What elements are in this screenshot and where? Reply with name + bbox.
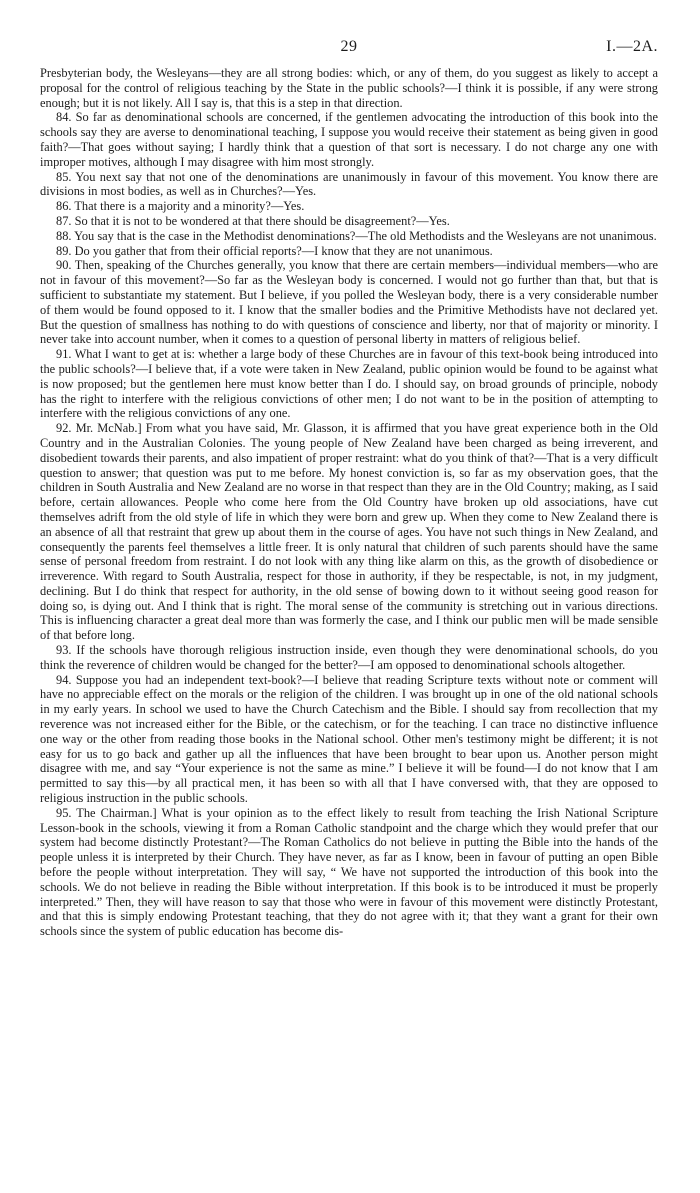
paragraph-q87: 87. So that it is not to be wondered at that there should be disagreement?—Yes. (56, 213, 450, 228)
paragraph-q84: 84. So far as denominational schools are concerned, if the gentlemen advocating the introduction of this book into the schools say they are averse to denominational teaching, I suppose you would receive their statement as being given in good faith?—That goes without saying; I hardly think that a question of that sort is necessary. I do not charge any one with improper motives, although I may disagree with him most strongly. (40, 110, 658, 169)
paragraph-continuation: Presbyterian body, the Wesleyans—they are all strong bodies: which, or any of them, do you suggest as likely to accept a proposal for the control of religious teaching by the State in the public schools?—I think it is possible, if any were strong enough; but it is not likely. All I say is, that this is a step in that direction. (40, 66, 658, 110)
page-number: 29 (340, 38, 358, 55)
paragraph-q95: 95. The Chairman.] What is your opinion as to the effect likely to result from teaching the Irish National Scripture Lesson-book in the schools, viewing it from a Roman Catholic standpoint and the charge which they would prefer that our system had become distinctly Protestant?—The Roman Catholics do not believe in putting the Bible into the hands of the people unless it is interpreted by their Church. They have never, as far as I know, been in favour of putting an open Bible before the people without interpretation. They will say, “ We have not supported the introduction of this book into the schools. We do not believe in reading the Bible without interpretation. If this book is to be introduced it must be properly interpreted.” Then, they will have reason to say that those who were in favour of this movement were distinctly Protestant, and that this is simply endowing Protestant teaching, that they do not agree with it; that they want a grant for their own schools since the system of public education has become dis- (40, 805, 658, 939)
paragraph-q94: 94. Suppose you had an independent text-book?—I believe that reading Scripture texts without note or comment will have no appreciable effect on the morals or the religion of the children. I was brought up in one of the old national schools in my early years. In school we used to have the Church Catechism and the Bible. I should say from recollection that my reverence was not increased either for the Bible, or the catechism, or for the teaching. I can trace no distinctive influence one way or the other from reading those books in the National school. Other men's testimony might be different; it is not easy for us to go back and gather up all the influences that have been brought to bear upon us. Another person might disagree with me, and say “Your experience is not the same as mine.” I believe it will be found—I do not know that I am permitted to say this—by all practical men, it has been so with all that I have conversed with, that they are opposed to religious instruction in the public schools. (40, 672, 658, 806)
paragraph-q88: 88. You say that is the case in the Methodist denominations?—The old Methodists and the Wesleyans are not unanimous. (56, 228, 657, 243)
body-text (40, 66, 658, 939)
paragraph-q91: 91. What I want to get at is: whether a large body of these Churches are in favour of this text-book being introduced into the public schools?—I believe that, if a vote were taken in New Zealand, public opinion would be found to be against what is now proposed; but the gentlemen here must know better than I do. I should say, on broad grounds of principle, nobody has the right to interfere with the religious convictions of other men; I do not want to be in the position of attempting to interfere with the religious convictions of any one. (40, 347, 658, 421)
paragraph-q89: 89. Do you gather that from their official reports?—I know that they are not unanimous. (56, 243, 493, 258)
paragraph-q85: 85. You next say that not one of the denominations are unanimously in favour of this movement. You know there are divisions in most bodies, as well as in Churches?—Yes. (40, 169, 658, 199)
paragraph-q92: 92. Mr. McNab.] From what you have said, Mr. Glasson, it is affirmed that you have great experience both in the Old Country and in the Australian Colonies. The young people of New Zealand have been charged as being irreverent, and disobedient towards their parents, and also impatient of proper restraint: what do you think of that?—That is a very difficult question to answer; that question was put to me before. My honest conviction is, so far as my observation goes, that the children in South Australia and New Zealand are no worse in that respect than they are in the Old Country; making, as I said before, certain allowances. People who come here from the Old Country have broken up old associations, have cut themselves adrift from the old style of life in which they were born and grew up. When they come to New Zealand there is an absence of all that restraint that grew up about them in the course of ages. You have not such things in New Zealand, and consequently the parents feel themselves a little freer. It is only natural that children of such parents should have the same sense of personal freedom from restraint. I do not look with any thing like alarm on this, as the growth of disobedience or irreverence. With regard to South Australia, respect for those in authority, if they be respectable, is not, in my judgment, declining. But I do think that respect for authority, in the old sense of bowing down to it without seeing good reason for doing so, is dying out. And I think that is right. The moral sense of the community is stretching out in various directions. This is influencing character a great deal more than was formerly the case, and I think our public men will be made sensible of that before long. (40, 421, 658, 643)
paragraph-q93: 93. If the schools have thorough religious instruction inside, even though they were denominational schools, do you think the reverence of children would be changed for the better?—I am opposed to denominational schools altogether. (40, 643, 658, 672)
page-header (40, 38, 658, 66)
paragraph-q90: 90. Then, speaking of the Churches generally, you know that there are certain members—individual members—who are not in favour of this movement?—So far as the Wesleyan body is concerned. I would not go further than that, but that is sufficient to substantiate my statement. But I believe, if you polled the Wesleyan body, there is a very considerable number of them would be found opposed to it. I know that the smaller bodies and the Primitive Methodists have not declared yet. But the question of smallness has nothing to do with questions of conscience and liberty, nor that of majority or minority. I never take into account number, when it comes to a question of personal liberty in matters of religious belief. (40, 258, 658, 347)
document-reference: I.—2A. (606, 38, 658, 55)
paragraph-q86: 86. That there is a majority and a minority?—Yes. (56, 199, 305, 214)
